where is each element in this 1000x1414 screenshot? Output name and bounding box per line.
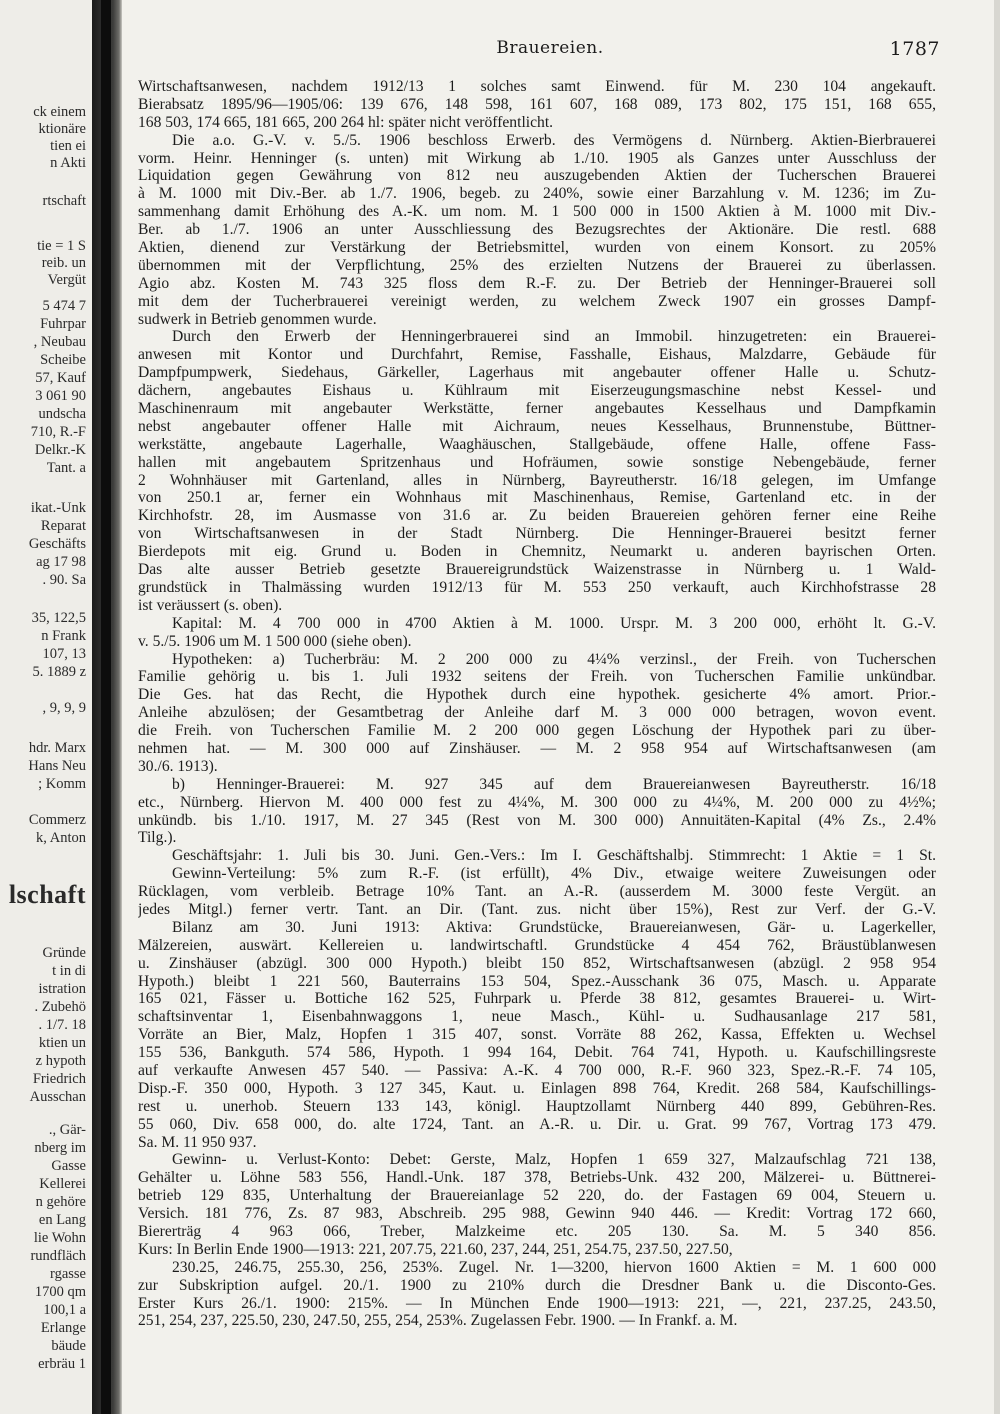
adjacent-page-line: , Neubau [33,334,86,350]
text-line: betrieb 129 835, Unterhaltung der Brauereianlage 52 220, do. der Fastagen 69 004, Steuern u. [138,1187,936,1205]
text-line: 30./6. 1913). [138,757,218,775]
adjacent-page-line: tien ei [50,138,86,154]
adjacent-page-line: hdr. Marx [28,740,86,756]
text-line: v. 5./5. 1906 um M. 1 500 000 (siehe oben). [138,632,412,650]
text-line: Agio abz. Kosten M. 743 325 floss dem R.-F. zu. Der Betrieb der Henninger-Brauerei soll [138,274,936,292]
text-line: etc., Nürnberg. Hiervon M. 400 000 fest zu 4¼%, M. 300 000 zu 4¼%, M. 200 000 zu 4½%; [138,793,936,811]
adjacent-page-line: Erlange [40,1320,86,1336]
text-line: nebst angebauter offener Halle mit Aichraum, neues Kesselhaus, Brunnenstube, Büttner- [138,417,936,435]
adjacent-page-line: . Zubehö [34,999,86,1015]
text-line: Liquidation gegen Gewährung von 812 neu auszugebenden Aktien der Tucherschen Brauerei [138,167,936,185]
adjacent-page-line: Reparat [40,518,86,534]
adjacent-page-line: 100,1 a [43,1302,86,1318]
text-line: Gewinn-Verteilung: 5% zum R.-F. (ist erfüllt), 4% Div., etwaige weitere Zuweisungen oder [172,865,936,883]
text-line: Gewinn- u. Verlust-Konto: Debet: Gerste, Malz, Hopfen 1 659 327, Malzaufschlag 721 138, [172,1151,936,1169]
adjacent-page-line: tie = 1 S [37,238,86,254]
adjacent-page-line: Ausschan [29,1089,86,1105]
adjacent-page-line: . 1/7. 18 [38,1017,86,1033]
text-line: mit dem der Tucherbrauerei vereinigt werden, zu welchem Zweck 1907 ein grosses Dampf- [138,292,936,310]
adjacent-page-line: rtschaft [42,193,86,209]
text-line: b) Henninger-Brauerei: M. 927 345 auf dem Brauereianwesen Bayreutherstr. 16/18 [172,775,936,793]
text-line: Kurs: In Berlin Ende 1900—1913: 221, 207.75, 221.60, 237, 244, 251, 254.75, 237.50, 227.50, [138,1240,733,1258]
adjacent-page-line: ag 17 98 [36,554,86,570]
running-head: Brauereien. [496,38,604,58]
adjacent-page-line: ck einem [33,104,86,120]
adjacent-page-line: Kellerei [39,1176,86,1192]
adjacent-page-line: ; Komm [38,776,86,792]
text-line: jedes Mitgl.) ferner vertr. Tant. an Dir. (Tant. zus. nicht über 15%), Rest zur Verf. der G.-V. [138,900,936,918]
text-line: Mälzereien, auswärt. Kellereien u. landwirtschaftl. Grundstücke 4 454 762, Bräustüblanwesen [138,936,936,954]
text-line: unkündb. bis 1./10. 1917, M. 27 345 (Rest von M. 300 000) Annuitäten-Kapital (4% Zs., 2.4% [138,811,936,829]
text-line: 230.25, 246.75, 255.30, 256, 253%. Zugel. Nr. 1—3200, hiervon 1600 Aktien = M. 1 600 000 [172,1258,936,1276]
adjacent-page-line: t in di [52,963,86,979]
adjacent-page-line: lie Wohn [33,1230,86,1246]
text-line: die Freih. von Tucherschen Familie M. 2 200 000 gegen Löschung der Hypothek pari zu über- [138,722,936,740]
adjacent-page-line: reib. un [41,255,86,271]
text-line: 2 Wohnhäuser mit Gartenland, alles in Nürnberg, Bayreutherstr. 16/18 gelegen, im Umfange [138,471,936,489]
adjacent-page-line: 710, R.-F [30,424,86,440]
text-line: Aktien, dienend zur Verstärkung der Betriebsmittel, wurden von einem Konsort. zu 205% [138,239,936,257]
adjacent-page-line: rgasse [50,1266,86,1282]
adjacent-page-line: Fuhrpar [40,316,86,332]
text-line: rest u. unerhob. Steuern 133 143, königl. Hauptzollamt Nürnberg 440 899, Gebühren-Res. [138,1097,936,1115]
adjacent-page-line: n Akti [50,155,86,171]
text-line: schaftsinventar 1, Eisenbahnwaggons 1, neue Masch., Kühl- u. Sudhausanlage 217 581, [138,1008,936,1026]
text-line: Ber. ab 1./7. 1906 an unter Ausschliessung des Bezugsrechtes der Aktionäre. Die restl. 688 [138,221,936,239]
adjacent-page-line: en Lang [38,1212,86,1228]
adjacent-page-line: n Frank [41,628,86,644]
adjacent-page-line: Gründe [42,945,86,961]
adjacent-page-line: Scheibe [40,352,86,368]
text-line: Biererträg 4 963 066, Treber, Malzkeime etc. 205 130. Sa. M. 5 340 856. [138,1223,936,1240]
text-line: sudwerk in Betrieb genommen wurde. [138,310,377,328]
adjacent-page-line: Hans Neu [28,758,86,774]
adjacent-page-line: n gehöre [35,1194,86,1210]
text-line: Rücklagen, vom verbleib. Betrage 10% Tant. an A.-R. (ausserdem M. 3000 feste Vergüt. an [138,883,936,901]
text-line: Tilg.). [138,829,177,847]
adjacent-page-line: Tant. a [46,460,86,476]
adjacent-page-fragment [0,0,92,1414]
text-line: von 250.1 ar, ferner ein Wohnhaus mit Maschinenhaus, Remise, Gartenland etc. in der [138,489,936,507]
text-line: werkstätte, angebaute Lagerhalle, Waaghäuschen, Stallgebäude, offene Halle, offene Fass- [138,435,936,453]
text-line: Geschäftsjahr: 1. Juli bis 30. Juni. Gen.-Vers.: Im I. Geschäftshalbj. Stimmrecht: 1 Aktie = 1 St. [172,847,936,865]
page-edge [994,0,1000,1414]
text-line: Die Ges. hat das Recht, die Hypothek durch eine hypothek. gesicherte 4% amort. Prior.- [138,686,936,704]
text-line: 251, 254, 237, 225.50, 230, 247.50, 255, 254, 253%. Zugelassen Febr. 1900. — In Frankf. a. M. [138,1312,738,1330]
adjacent-page-line: rundfläch [30,1248,86,1264]
text-line: Durch den Erwerb der Henningerbrauerei sind an Immobil. hinzugetreten: ein Brauerei- [172,328,936,346]
adjacent-page-line: Delkr.-K [34,442,86,458]
text-line: Erster Kurs 26./1. 1900: 215%. — In München Ende 1900—1913: 221, —, 221, 237.25, 243.50, [138,1294,936,1312]
adjacent-page-line: lschaft [8,880,86,909]
text-line: zur Subskription aufgel. 20./1. 1900 zu 210% durch die Dresdner Bank u. die Disconto-Ges. [138,1276,936,1294]
adjacent-page-line: 5 474 7 [42,298,86,314]
adjacent-page-line: undscha [38,406,86,422]
adjacent-page-line: 57, Kauf [35,370,86,386]
text-line: sammenhang damit Erhöhung des A.-K. um nom. M. 1 500 000 in 1500 Aktien à M. 1000 mit Div.- [138,203,936,221]
body-text [138,78,936,1330]
text-line: Bierabsatz 1895/96—1905/06: 139 676, 148 598, 161 607, 168 089, 173 802, 175 151, 168 655, [138,95,936,113]
text-line: Disp.-F. 350 000, Hypoth. 3 127 345, Kaut. u. Einlagen 898 764, Kredit. 268 584, Kaufschillings- [138,1079,936,1097]
adjacent-page-line: 1700 qm [34,1284,86,1300]
text-line: übernommen mit der Verpflichtung, 25% des erzielten Nutzens der Brauerei zu überlassen. [138,256,936,274]
text-line: Sa. M. 11 950 937. [138,1133,257,1151]
adjacent-page-line: Gasse [51,1158,86,1174]
text-line: Hypotheken: a) Tucherbräu: M. 2 200 000 zu 4¼% verzinsl., der Freih. von Tucherschen [172,650,936,668]
text-line: Maschinenraum mit angebauter Werkstätte, ferner angebautes Kesselhaus und Dampfkamin [138,400,936,418]
adjacent-page-line: istration [38,981,86,997]
text-line: Dampfpumpwerk, Siedehaus, Gärkeller, Lagerhaus mit angebauter offener Halle u. Schutz- [138,364,936,382]
text-line: Familie gehörig u. bis 1. Juli 1932 seitens der Freih. von Tucherschen Familie unkündbar. [138,668,936,686]
text-line: Wirtschaftsanwesen, nachdem 1912/13 1 solches samt Einwend. für M. 230 104 angekauft. [138,78,936,95]
text-line: Kapital: M. 4 700 000 in 4700 Aktien à M. 1000. Urspr. M. 3 200 000, erhöht lt. G.-V. [172,614,936,632]
text-line: Kirchhofstr. 28, im Ausmasse von 31.6 ar. Zu beiden Brauereien gehören ferner eine Reihe [138,507,936,525]
text-line: 165 021, Fässer u. Bottiche 162 525, Fuhrpark u. Pferde 38 812, gesamtes Brauerei- u. Wirt- [138,990,936,1008]
text-line: von Wirtschaftsanwesen in der Stadt Nürnberg. Die Henninger-Brauerei besitzt ferner [138,525,936,543]
adjacent-page-line: ikat.-Unk [30,500,86,516]
adjacent-page-line: erbräu 1 [38,1356,86,1372]
text-line: à M. 1000 mit Div.-Ber. ab 1./7. 1906, begeb. zu 240%, sowie einer Barzahlung v. M. 1236; im Zu- [138,185,936,203]
adjacent-page-line: . 90. Sa [42,572,86,588]
adjacent-page-line: Friedrich [32,1071,86,1087]
text-line: dächern, angebautes Eishaus u. Kühlraum mit Eiserzeugungsmaschine nebst Kessel- und [138,382,936,400]
page-number: 1787 [889,38,940,60]
adjacent-page-line: ktionäre [38,121,86,137]
text-line: Anleihe abzulösen; der Gesamtbetrag der Anleihe darf M. 3 000 000 betragen, wovon event. [138,704,936,722]
text-line: Vorräte an Bier, Malz, Hopfen 1 315 407, sonst. Vorräte 88 262, Kassa, Effekten u. Wechsel [138,1026,936,1044]
text-line: Die a.o. G.-V. v. 5./5. 1906 beschloss Erwerb. des Vermögens d. Nürnberg. Aktien-Bierbrauerei [172,131,936,149]
text-line: hallen mit angebautem Spritzenhaus und Hofräumen, sowie sonstige Nebengebäude, ferner [138,453,936,471]
text-line: nehmen hat. — M. 300 000 auf Zinshäuser. — M. 2 958 954 auf Wirtschaftsanwesen (am [138,739,936,757]
text-line: auf verkaufte Anwesen 457 540. — Passiva: A.-K. 4 700 000, R.-F. 960 323, Spez.-R.-F. 74 105, [138,1061,936,1079]
adjacent-page-line: ktien un [38,1035,86,1051]
text-line: u. Zinshäuser (abzügl. 300 000 Hypoth.) bleibt 150 852, Wirtschaftsanwesen (abzügl. 2 958 954 [138,954,936,972]
adjacent-page-line: nberg im [34,1140,86,1156]
text-line: ist veräussert (s. oben). [138,596,283,614]
text-line: Gehälter u. Löhne 583 556, Handl.-Unk. 187 378, Betriebs-Unk. 432 200, Mälzerei- u. Büttnerei- [138,1169,936,1187]
adjacent-page-line: k, Anton [36,830,86,846]
text-line: Das alte ausser Betrieb gesetzte Brauereigrundstück Waizenstrasse in Nürnberg u. 1 Wald- [138,561,936,579]
adjacent-page-line: 35, 122,5 [31,610,86,626]
adjacent-page-line: Commerz [28,812,86,828]
adjacent-page-line: 107, 13 [42,646,86,662]
adjacent-page-line: Vergüt [47,272,86,288]
adjacent-page-line: ., Gär- [48,1122,86,1138]
adjacent-page-line: , 9, 9, 9 [42,700,86,716]
text-line: 168 503, 174 665, 181 665, 200 264 hl: später nicht veröffentlicht. [138,113,554,131]
text-line: 155 536, Bankguth. 574 586, Hypoth. 1 994 164, Debit. 764 741, Hypoth. u. Kaufschillingsreste [138,1044,936,1062]
book-gutter-core [101,0,111,1414]
text-line: anwesen mit Kontor und Durchfahrt, Remise, Fasshalle, Eishaus, Malzdarre, Gebäude für [138,346,936,364]
text-line: vorm. Heinr. Henninger (s. unten) mit Wirkung ab 1./10. 1905 als Ganzes unter Ausschluss der [138,149,936,167]
text-line: grundstück in Thalmässing wurden 1912/13 für M. 553 250 verkauft, auch Kirchhofstrasse 28 [138,578,936,596]
adjacent-page-line: bäude [51,1338,86,1354]
text-line: Bilanz am 30. Juni 1913: Aktiva: Grundstücke, Brauereianwesen, Gär- u. Lagerkeller, [172,918,936,936]
text-line: Bierdepots mit eig. Grund u. Boden in Chemnitz, Neumarkt u. anderen bayrischen Orten. [138,543,936,561]
adjacent-page-line: z hypoth [35,1053,86,1069]
text-line: Versich. 181 776, Zs. 87 983, Abschreib. 295 988, Gewinn 940 446. — Kredit: Vortrag 172 660, [138,1205,936,1223]
adjacent-page-line: 5. 1889 z [32,664,86,680]
adjacent-page-line: 3 061 90 [35,388,86,404]
adjacent-page-line: Geschäfts [28,536,86,552]
text-line: 55 060, Div. 658 000, do. alte 1724, Tant. an A.-R. u. Dir. u. Grat. 99 767, Vortrag 173 479. [138,1115,936,1133]
text-line: Hypoth.) bleibt 1 221 560, Bauterrains 153 504, Spez.-Ausschank 36 075, Masch. u. Apparate [138,972,936,990]
